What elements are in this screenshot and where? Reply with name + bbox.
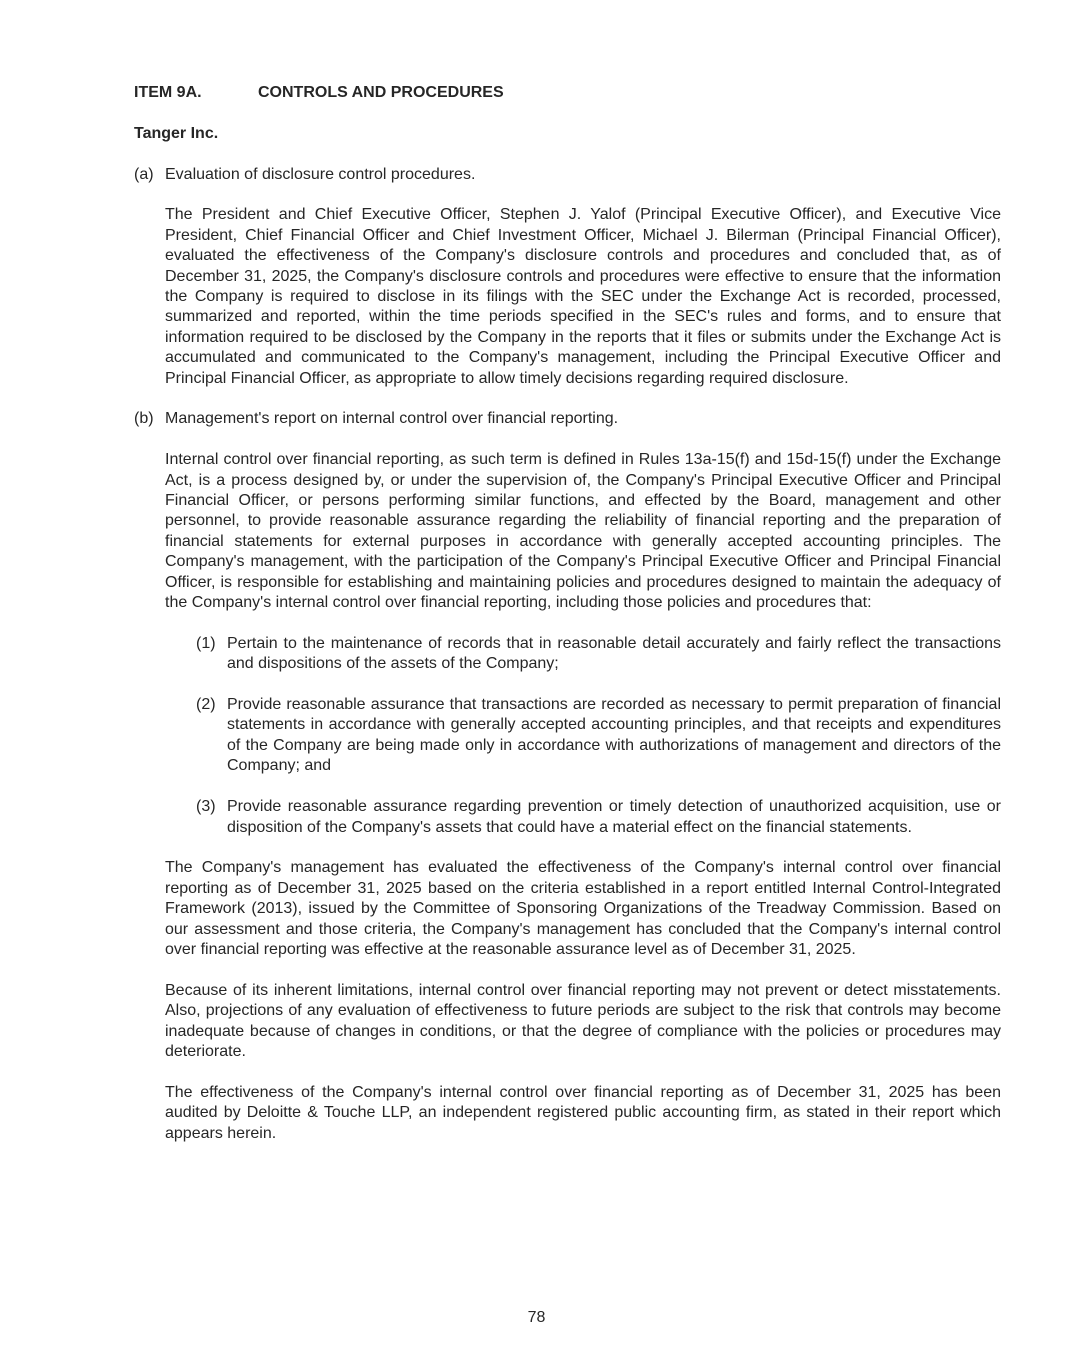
list-item-label: (3)	[196, 798, 216, 816]
section-b-title-text: Management's report on internal control over financial reporting.	[165, 410, 619, 428]
section-a-paragraph: The President and Chief Executive Officer, Stephen J. Yalof (Principal Executive Officer), and Executive Vice President, Chief Financial Officer and Chief Investment Officer, Michael J. Bilerman (Principal Financial Officer), evaluated the effectiveness of the Company's disclosure controls and procedures and concluded that, as of December 31, 2025, the Company's disclosure controls and procedures were effective to ensure that the information the Company is required to disclose in its filings with the SEC under the Exchange Act is recorded, processed, summarized and reported, within the time periods specified in the SEC's rules and forms, and to ensure that information required to be disclosed by the Company in the reports that it files or submits under the Exchange Act is accumulated and communicated to the Company's management, including the Principal Executive Officer and Principal Financial Officer, as appropriate to allow timely decisions regarding required disclosure.	[165, 206, 1001, 387]
list-item	[196, 797, 1001, 838]
item-title: CONTROLS AND PROCEDURES	[258, 84, 504, 101]
section-a-label: (a)	[134, 165, 154, 183]
item-heading	[134, 83, 1001, 103]
list-item-text: Pertain to the maintenance of records that in reasonable detail accurately and fairly reflect the transactions and dispositions of the assets of the Company;	[227, 634, 1001, 673]
item-number: ITEM 9A.	[134, 84, 202, 101]
audit-paragraph: The effectiveness of the Company's internal control over financial reporting as of December 31, 2025 has been audited by Deloitte & Touche LLP, an independent registered public accounting firm, as stated in their report which appears herein.	[165, 1083, 1001, 1142]
list-item-text: Provide reasonable assurance that transactions are recorded as necessary to permit preparation of financial statements in accordance with generally accepted accounting principles, and that receipts and expenditures of the Company are being made only in accordance with authorizations of management and directors of the Company; and	[227, 696, 1001, 775]
document-page	[134, 83, 1001, 1164]
section-b-intro: Internal control over financial reporting, as such term is defined in Rules 13a-15(f) and 15d-15(f) under the Exchange Act, is a process designed by, or under the supervision of, the Company's Principal Executive Officer and Principal Financial Officer, or persons performing similar functions, and effected by the Board, management and other personnel, to provide reasonable assurance regarding the reliability of financial reporting and the preparation of financial statements for external purposes in accordance with generally accepted accounting principles. The Company's management, with the participation of the Company's Principal Executive Officer and Principal Financial Officer, is responsible for establishing and maintaining policies and procedures designed to maintain the adequacy of the Company's internal control over financial reporting, including those policies and procedures that:	[165, 451, 1001, 612]
section-b-title	[134, 409, 1001, 429]
section-b-label: (b)	[134, 410, 154, 428]
company-name: Tanger Inc.	[134, 124, 219, 142]
limitations-paragraph: Because of its inherent limitations, internal control over financial reporting may not prevent or detect misstatements. Also, projections of any evaluation of effectiveness to future periods are subject to the risk that controls may become inadequate because of changes in conditions, or that the degree of compliance with the policies or procedures may deteriorate.	[165, 981, 1001, 1060]
assessment-paragraph: The Company's management has evaluated the effectiveness of the Company's internal control over financial reporting as of December 31, 2025 based on the criteria established in a report entitled Internal Control-Integrated Framework (2013), issued by the Committee of Sponsoring Organizations of the Treadway Commission. Based on our assessment and those criteria, the Company's management has concluded that the Company's internal control over financial reporting was effective at the reasonable assurance level as of December 31, 2025.	[165, 859, 1001, 958]
list-item-label: (1)	[196, 634, 216, 652]
list-item-text: Provide reasonable assurance regarding prevention or timely detection of unauthorized acquisition, use or disposition of the Company's assets that could have a material effect on the financial statements.	[227, 798, 1001, 836]
section-a-title-text: Evaluation of disclosure control procedures.	[165, 165, 476, 183]
page-number: 78	[527, 1309, 546, 1326]
list-item	[196, 695, 1001, 777]
list-item-label: (2)	[196, 696, 216, 714]
list-item	[196, 634, 1001, 675]
section-a-title	[134, 165, 1001, 185]
